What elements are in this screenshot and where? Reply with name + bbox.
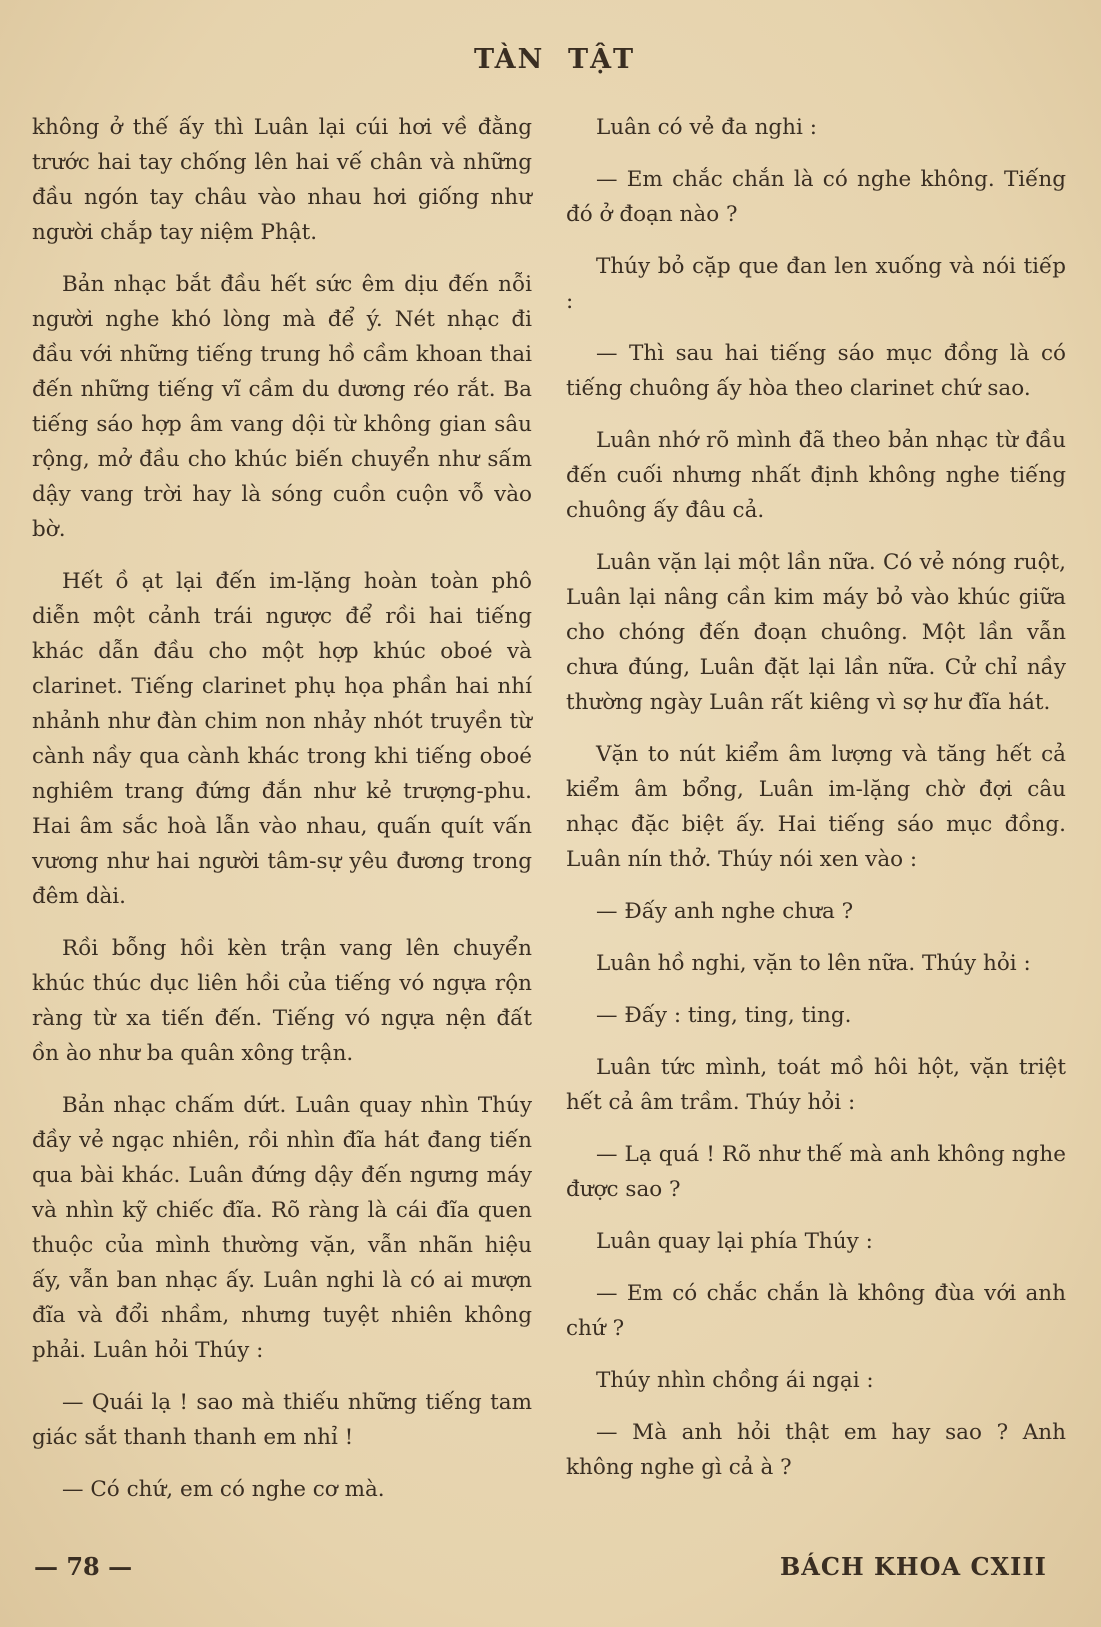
paragraph: Luân có vẻ đa nghi : xyxy=(596,115,817,140)
dialogue-line: — Em chắc chắn là có nghe không. Tiếng đó ở đoạn nào ? xyxy=(566,167,1066,227)
paragraph: Thúy nhìn chồng ái ngại : xyxy=(596,1368,874,1393)
paragraph: Luân quay lại phía Thúy : xyxy=(596,1229,873,1254)
paragraph: Luân hồ nghi, vặn to lên nữa. Thúy hỏi : xyxy=(596,951,1031,976)
paragraph: Hết ồ ạt lại đến im-lặng hoàn toàn phô diễn một cảnh trái ngược để rồi hai tiếng khác dẫn đầu cho một hợp khúc oboé và clarinet. Tiếng clarinet phụ họa phần hai nhí nhảnh như đàn chim non nhảy nhót truyền từ cành nầy qua cành khác trong khi tiếng oboé nghiêm trang đứng đắn như kẻ trượng-phu. Hai âm sắc hoà lẫn vào nhau, quấn quít vấn vương như hai người tâm-sự yêu đương trong đêm dài. xyxy=(32,569,532,909)
paragraph: Bản nhạc bắt đầu hết sức êm dịu đến nỗi người nghe khó lòng mà để ý. Nét nhạc đi đầu với những tiếng trung hồ cầm khoan thai đến những tiếng vĩ cầm du dương réo rắt. Ba tiếng sáo hợp âm vang dội từ không gian sâu rộng, mở đầu cho khúc biến chuyển như sấm dậy vang trời hay là sóng cuồn cuộn vỗ vào bờ. xyxy=(32,272,532,542)
right-column xyxy=(566,110,1066,1502)
dialogue-line: — Quái lạ ! sao mà thiếu những tiếng tam giác sắt thanh thanh em nhỉ ! xyxy=(32,1390,532,1450)
dialogue-line: — Đấy anh nghe chưa ? xyxy=(596,899,854,924)
dialogue-line: — Đấy : ting, ting, ting. xyxy=(596,1003,852,1028)
paragraph: Rồi bỗng hồi kèn trận vang lên chuyển khúc thúc dục liên hồi của tiếng vó ngựa rộn ràng từ xa tiến đến. Tiếng vó ngựa nện đất ồn ào như ba quân xông trận. xyxy=(32,936,532,1066)
paragraph: không ở thế ấy thì Luân lại cúi hơi về đằng trước hai tay chống lên hai vế chân và những đầu ngón tay châu vào nhau hơi giống như người chắp tay niệm Phật. xyxy=(32,115,532,245)
header-title-word-2: TẬT xyxy=(568,44,636,75)
paragraph: Vặn to nút kiểm âm lượng và tăng hết cả kiểm âm bổng, Luân im-lặng chờ đợi câu nhạc đặc biệt ấy. Hai tiếng sáo mục đồng. Luân nín thở. Thúy nói xen vào : xyxy=(566,742,1066,872)
paragraph: Luân nhớ rõ mình đã theo bản nhạc từ đầu đến cuối nhưng nhất định không nghe tiếng chuông ấy đâu cả. xyxy=(566,428,1066,523)
paragraph: Luân vặn lại một lần nữa. Có vẻ nóng ruột, Luân lại nâng cần kim máy bỏ vào khúc giữa cho chóng đến đoạn chuông. Một lần vẫn chưa đúng, Luân đặt lại lần nữa. Cử chỉ nầy thường ngày Luân rất kiêng vì sợ hư đĩa hát. xyxy=(566,550,1066,715)
dialogue-line: — Mà anh hỏi thật em hay sao ? Anh không nghe gì cả à ? xyxy=(566,1420,1066,1480)
dialogue-line: — Em có chắc chắn là không đùa với anh chứ ? xyxy=(566,1281,1066,1341)
paragraph: Luân tức mình, toát mồ hôi hột, vặn triệt hết cả âm trầm. Thúy hỏi : xyxy=(566,1055,1066,1115)
page-number: — 78 — xyxy=(34,1552,133,1581)
dialogue-line: — Có chứ, em có nghe cơ mà. xyxy=(62,1477,385,1502)
header-title-word-1: TÀN xyxy=(474,44,545,75)
publication-name: BÁCH KHOA CXIII xyxy=(780,1552,1047,1581)
paragraph: Thúy bỏ cặp que đan len xuống và nói tiếp : xyxy=(566,254,1066,314)
left-column xyxy=(32,110,532,1524)
dialogue-line: — Lạ quá ! Rõ như thế mà anh không nghe được sao ? xyxy=(566,1142,1066,1202)
paragraph: Bản nhạc chấm dứt. Luân quay nhìn Thúy đầy vẻ ngạc nhiên, rồi nhìn đĩa hát đang tiến qua bài khác. Luân đứng dậy đến ngưng máy và nhìn kỹ chiếc đĩa. Rõ ràng là cái đĩa quen thuộc của mình thường vặn, vẫn nhãn hiệu ấy, vẫn ban nhạc ấy. Luân nghi là có ai mượn đĩa và đổi nhầm, nhưng tuyệt nhiên không phải. Luân hỏi Thúy : xyxy=(32,1093,532,1363)
dialogue-line: — Thì sau hai tiếng sáo mục đồng là có tiếng chuông ấy hòa theo clarinet chứ sao. xyxy=(566,341,1066,401)
